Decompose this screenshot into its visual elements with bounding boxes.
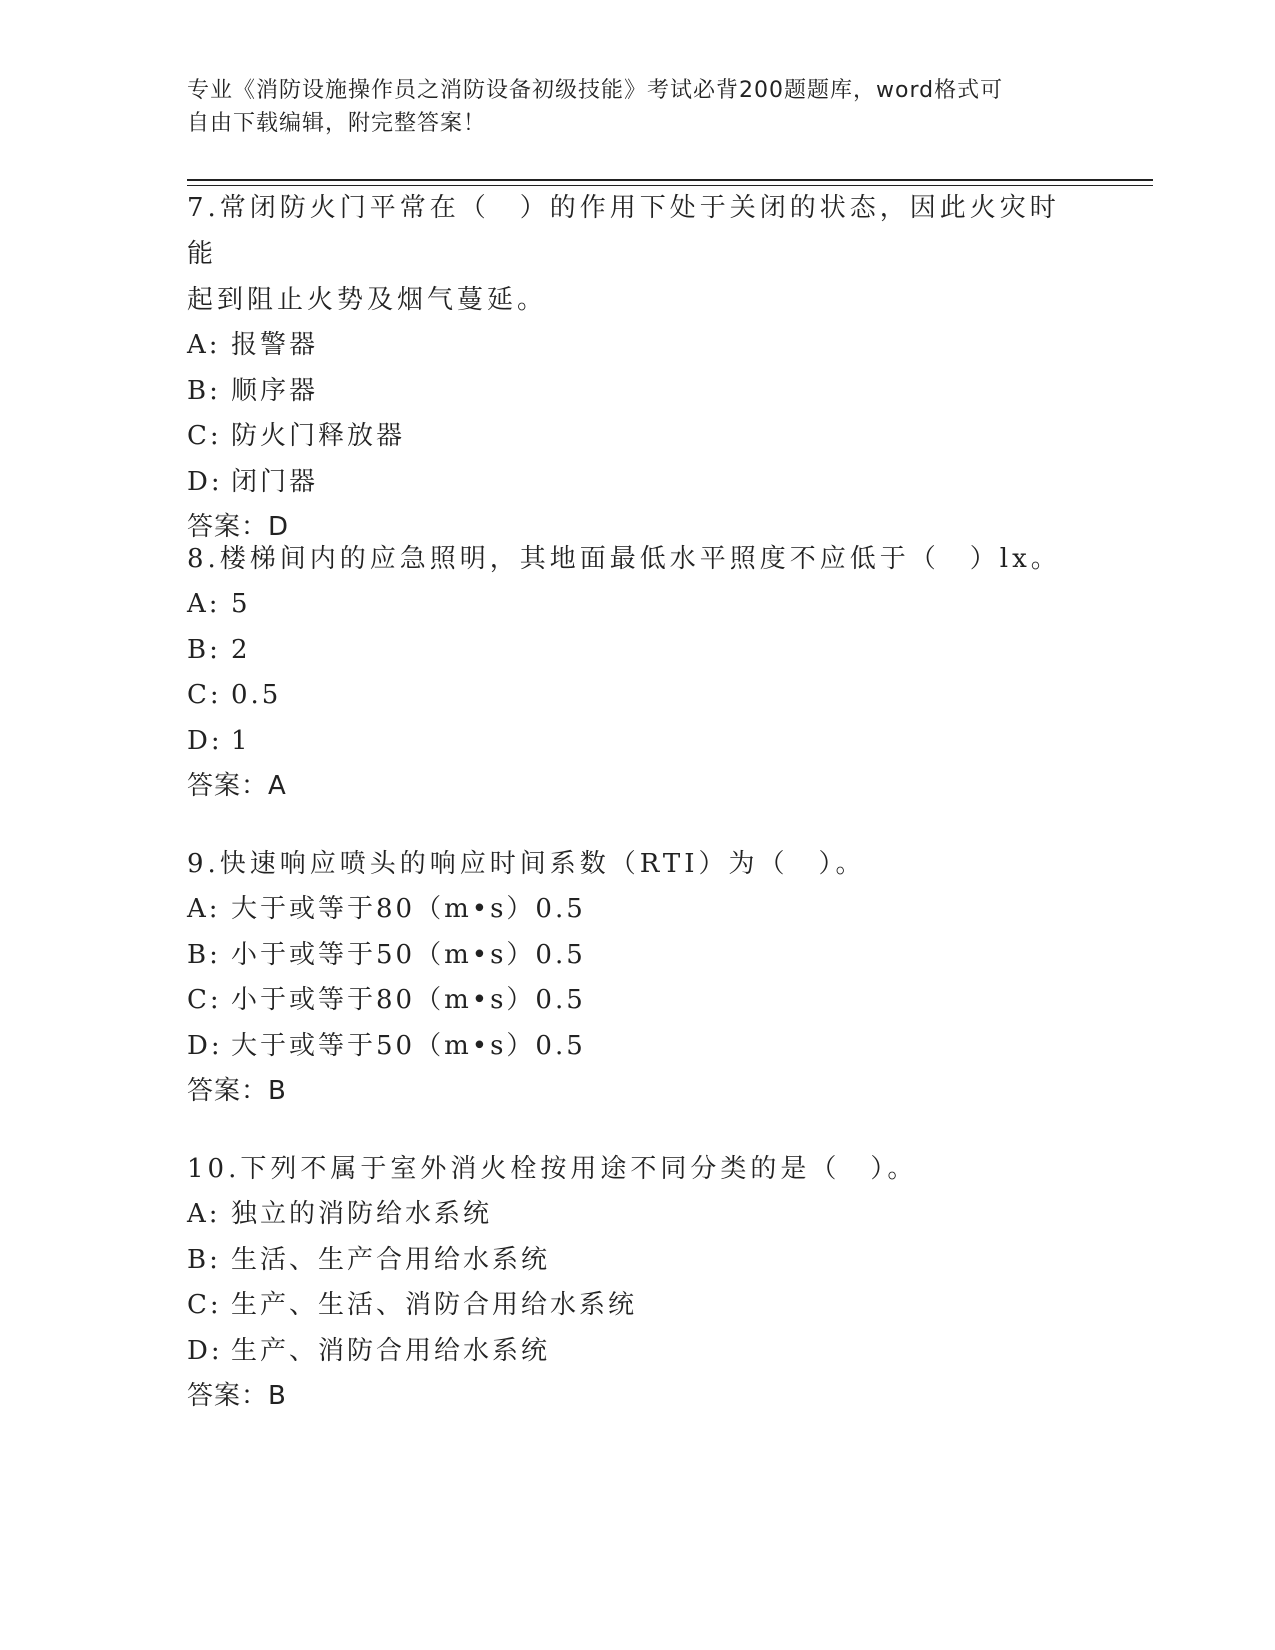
question-stem: 9.快速响应喷头的响应时间系数（RTI）为（ ）。: [187, 849, 866, 879]
option-b: [187, 933, 1087, 979]
option-letter: A:: [187, 330, 221, 360]
option-text: 小于或等于80（m•s）0.5: [231, 985, 586, 1015]
option-letter: B:: [187, 1244, 221, 1275]
option-text: 闭门器: [231, 466, 319, 497]
option-text: 生产、消防合用给水系统: [231, 1335, 551, 1366]
option-text: 顺序器: [231, 375, 319, 406]
option-b: [187, 628, 1087, 674]
option-letter: B:: [187, 375, 221, 406]
option-text: 生活、生产合用给水系统: [231, 1244, 551, 1275]
option-b: [187, 369, 1087, 415]
option-d: [187, 1024, 1087, 1070]
answer-line: 答案：B: [187, 1076, 287, 1106]
question-8: [187, 536, 1087, 809]
option-c: [187, 673, 1087, 719]
option-a: [187, 323, 1087, 369]
question-stem: 10.下列不属于室外消火栓按用途不同分类的是（ ）。: [187, 1154, 918, 1184]
option-letter: D:: [187, 1335, 223, 1366]
option-letter: A:: [187, 1199, 221, 1229]
question-10: [187, 1146, 1087, 1419]
option-text: 0.5: [231, 680, 282, 710]
option-letter: B:: [187, 939, 221, 970]
question-stem: 8.楼梯间内的应急照明，其地面最低水平照度不应低于（ ）lx。: [187, 544, 1061, 574]
option-text: 报警器: [231, 330, 319, 360]
option-text: 生产、生活、消防合用给水系统: [231, 1290, 638, 1320]
option-text: 1: [231, 725, 251, 756]
option-letter: B:: [187, 634, 221, 665]
option-letter: C:: [187, 680, 222, 710]
option-letter: A:: [187, 589, 221, 619]
question-9: [187, 841, 1087, 1114]
header-line-1: 专业《消防设施操作员之消防设备初级技能》考试必背200题题库，word格式可: [187, 78, 1004, 103]
option-letter: C:: [187, 421, 222, 451]
option-d: [187, 460, 1087, 506]
option-text: 5: [231, 589, 251, 619]
option-letter: D:: [187, 725, 223, 756]
option-letter: D:: [187, 1030, 223, 1061]
option-letter: D:: [187, 466, 223, 497]
answer-line: 答案：D: [187, 512, 290, 542]
option-text: 小于或等于50（m•s）0.5: [231, 939, 586, 970]
option-text: 2: [231, 634, 251, 665]
option-d: [187, 719, 1087, 765]
option-d: [187, 1329, 1087, 1375]
option-b: [187, 1238, 1087, 1284]
answer-line: 答案：B: [187, 1381, 287, 1411]
answer-line: 答案：A: [187, 771, 287, 801]
option-letter: C:: [187, 1290, 222, 1320]
option-c: [187, 978, 1087, 1024]
question-stem: 7.常闭防火门平常在（ ）的作用下处于关闭的状态，因此火灾时能: [187, 193, 1060, 269]
option-text: 大于或等于80（m•s）0.5: [231, 894, 586, 924]
option-a: [187, 1192, 1087, 1238]
question-7: [187, 185, 1087, 550]
document-header: [187, 74, 1087, 140]
header-divider-thick: [187, 179, 1153, 181]
question-stem-continued: 起到阻止火势及烟气蔓延。: [187, 285, 548, 315]
option-c: [187, 414, 1087, 460]
header-line-2: 自由下载编辑，附完整答案！: [187, 111, 487, 136]
option-a: [187, 582, 1087, 628]
option-text: 防火门释放器: [231, 421, 406, 451]
option-c: [187, 1283, 1087, 1329]
option-text: 独立的消防给水系统: [231, 1199, 493, 1229]
option-letter: C:: [187, 985, 222, 1015]
option-text: 大于或等于50（m•s）0.5: [231, 1030, 586, 1061]
option-a: [187, 887, 1087, 933]
option-letter: A:: [187, 894, 221, 924]
